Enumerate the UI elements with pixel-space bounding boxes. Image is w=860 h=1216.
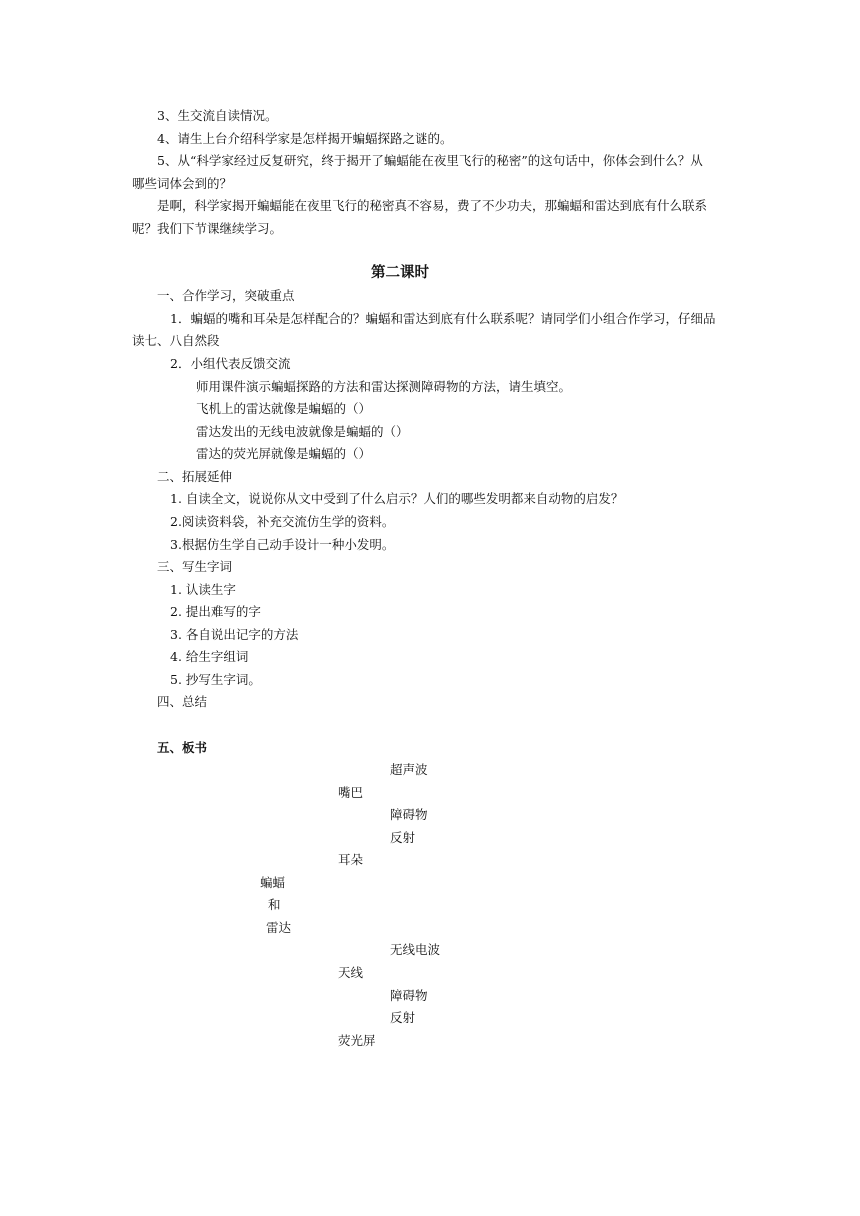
section-3-item-2: 2. 提出难写的字: [170, 604, 261, 619]
section-3-heading: 三、写生字词: [157, 559, 233, 574]
board-antenna: 天线: [338, 965, 364, 980]
board-obstacle-1: 障碍物: [390, 807, 428, 822]
board-and: 和: [268, 897, 281, 912]
paragraph-6-line1: 是啊，科学家揭开蝙蝠能在夜里飞行的秘密真不容易，费了不少功夫，那蝙蝠和雷达到底有什么联系: [157, 198, 708, 213]
section-3-item-4: 4. 给生字组词: [170, 649, 249, 664]
section-1-item-2: 2．小组代表反馈交流: [170, 356, 291, 371]
board-reflect-2: 反射: [390, 1010, 416, 1025]
section-1-heading: 一、合作学习，突破重点: [157, 288, 295, 303]
paragraph-5-line1: 5、从“科学家经过反复研究，终于揭开了蝙蝠能在夜里飞行的秘密”的这句话中，你体会到什么？从: [157, 153, 703, 168]
board-reflect-1: 反射: [390, 830, 416, 845]
board-ear: 耳朵: [338, 852, 364, 867]
lesson-2-title: 第二课时: [371, 264, 429, 281]
section-1-item-1-line2: 读七、八自然段: [132, 333, 220, 348]
paragraph-6-line2: 呢？我们下节课继续学习。: [132, 221, 283, 236]
section-5-heading: 五、板书: [157, 740, 208, 755]
section-1-item-1-line1: 1．蝙蝠的嘴和耳朵是怎样配合的？蝙蝠和雷达到底有什么联系呢？请同学们小组合作学习，仔细品: [170, 311, 716, 326]
board-ultrasound: 超声波: [390, 762, 428, 777]
board-screen: 荧光屏: [338, 1033, 376, 1048]
paragraph-4: 4、请生上台介绍科学家是怎样揭开蝙蝠探路之谜的。: [157, 131, 453, 146]
board-mouth: 嘴巴: [338, 785, 364, 800]
board-radar: 雷达: [266, 920, 292, 935]
section-1-sub-2: 飞机上的雷达就像是蝙蝠的（）: [196, 401, 372, 416]
section-1-sub-1: 师用课件演示蝙蝠探路的方法和雷达探测障碍物的方法，请生填空。: [196, 379, 572, 394]
board-bat: 蝙蝠: [260, 875, 286, 890]
section-3-item-5: 5. 抄写生字词。: [170, 672, 261, 687]
section-3-item-1: 1. 认读生字: [170, 582, 236, 597]
section-2-item-3: 3.根据仿生学自己动手设计一种小发明。: [170, 537, 395, 552]
paragraph-5-line2: 哪些词体会到的？: [132, 176, 233, 191]
section-1-sub-3: 雷达发出的无线电波就像是蝙蝠的（）: [196, 424, 409, 439]
section-4-heading: 四、总结: [157, 694, 208, 709]
section-2-heading: 二、拓展延伸: [157, 469, 233, 484]
section-1-sub-4: 雷达的荧光屏就像是蝙蝠的（）: [196, 446, 372, 461]
section-2-item-1: 1. 自读全文，说说你从文中受到了什么启示？人们的哪些发明都来自动物的启发？: [170, 491, 624, 506]
section-2-item-2: 2.阅读资料袋，补充交流仿生学的资料。: [170, 514, 395, 529]
board-obstacle-2: 障碍物: [390, 988, 428, 1003]
board-radio-wave: 无线电波: [390, 942, 441, 957]
section-3-item-3: 3. 各自说出记字的方法: [170, 627, 299, 642]
paragraph-3: 3、生交流自读情况。: [157, 108, 278, 123]
